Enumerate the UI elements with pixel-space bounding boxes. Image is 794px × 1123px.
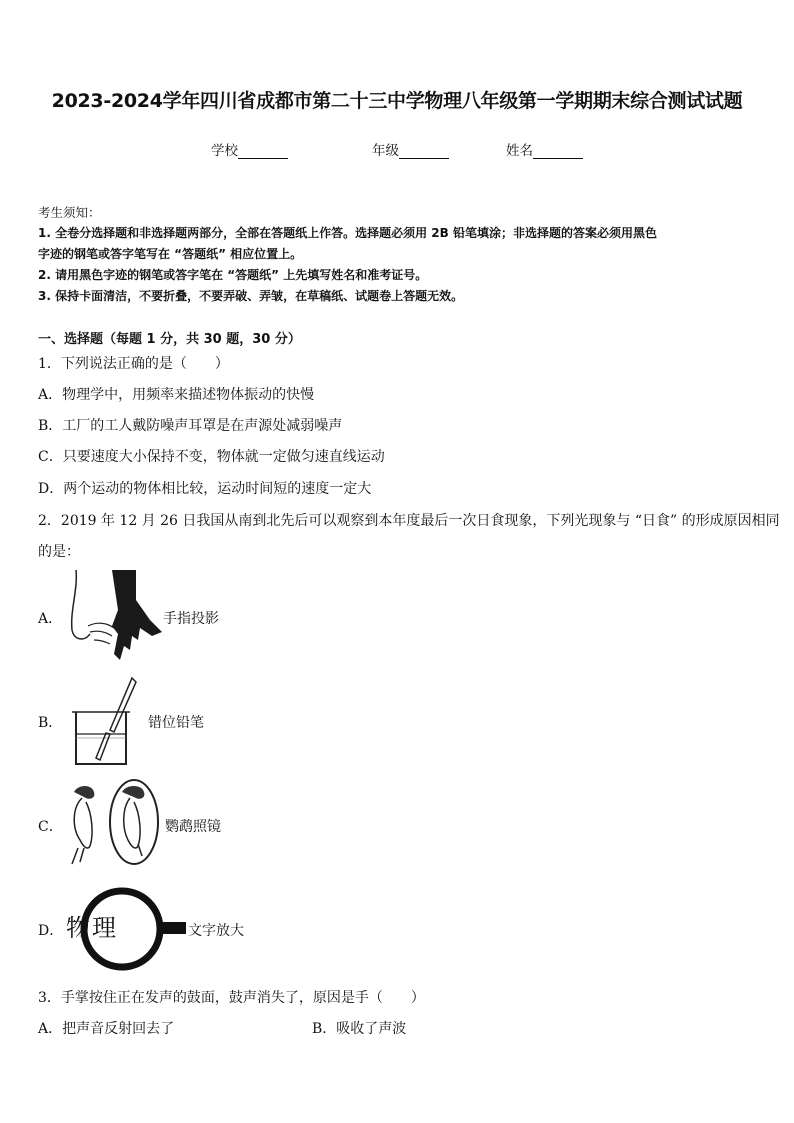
q2-option-b-caption: 错位铅笔 bbox=[148, 715, 204, 731]
school-label: 学校 bbox=[211, 143, 238, 159]
q1-option-a: A．物理学中，用频率来描述物体振动的快慢 bbox=[38, 387, 315, 403]
q2-stem-line-1: 2．2019 年 12 月 26 日我国从南到北先后可以观察到本年度最后一次日食现象，下列光现象与 “日食” 的形成原因相同 bbox=[38, 513, 780, 529]
q3-option-b: B．吸收了声波 bbox=[312, 1021, 407, 1037]
q1-option-d: D．两个运动的物体相比较，运动时间短的速度一定大 bbox=[38, 481, 372, 497]
school-blank bbox=[238, 144, 288, 159]
notice-item-1-line-1: 1. 全卷分选择题和非选择题两部分，全部在答题纸上作答。选择题必须用 2B 铅笔填涂；非选择题的答案必须用黑色 bbox=[38, 226, 657, 240]
magnifier-image-text: 物理 bbox=[66, 914, 118, 942]
q1-stem: 1．下列说法正确的是（ ） bbox=[38, 356, 229, 372]
name-blank bbox=[533, 144, 583, 159]
notice-item-1-line-2: 字迹的钢笔或答字笔写在 “答题纸” 相应位置上。 bbox=[38, 247, 303, 261]
q2-option-b-label: B． bbox=[38, 715, 63, 731]
grade-blank bbox=[399, 144, 449, 159]
section-heading: 一、选择题（每题 1 分，共 30 题，30 分） bbox=[38, 332, 301, 347]
name-field bbox=[506, 139, 583, 159]
q2-option-a-label: A． bbox=[38, 611, 63, 627]
grade-field bbox=[372, 139, 449, 159]
q2-option-c-caption: 鹦鹉照镜 bbox=[165, 819, 221, 835]
notice-item-3: 3. 保持卡面清洁，不要折叠，不要弄破、弄皱，在草稿纸、试题卷上答题无效。 bbox=[38, 289, 464, 303]
school-field bbox=[211, 139, 288, 159]
q3-stem: 3．手掌按住正在发声的鼓面，鼓声消失了，原因是手（ ） bbox=[38, 990, 425, 1006]
page-title: 2023-2024学年四川省成都市第二十三中学物理八年级第一学期期末综合测试试题 bbox=[51, 90, 743, 112]
q2-option-d-label: D． bbox=[38, 923, 64, 939]
q2-option-c-label: C． bbox=[38, 819, 63, 835]
beaker-pencil-image bbox=[70, 676, 142, 768]
notice-heading: 考生须知： bbox=[38, 205, 101, 220]
notice-item-2: 2. 请用黑色字迹的钢笔或答字笔在 “答题纸” 上先填写姓名和准考证号。 bbox=[38, 268, 428, 282]
q3-option-a: A．把声音反射回去了 bbox=[38, 1021, 175, 1037]
name-label: 姓名 bbox=[506, 143, 533, 159]
q1-option-c: C．只要速度大小保持不变，物体就一定做匀速直线运动 bbox=[38, 449, 385, 465]
grade-label: 年级 bbox=[372, 143, 399, 159]
finger-shadow-image bbox=[66, 570, 166, 666]
q2-option-d-caption: 文字放大 bbox=[188, 923, 244, 939]
q2-stem-line-2: 的是： bbox=[38, 544, 80, 560]
parrot-mirror-image bbox=[64, 778, 164, 868]
q1-option-b: B．工厂的工人戴防噪声耳罩是在声源处减弱噪声 bbox=[38, 418, 343, 434]
q2-option-a-caption: 手指投影 bbox=[163, 611, 219, 627]
